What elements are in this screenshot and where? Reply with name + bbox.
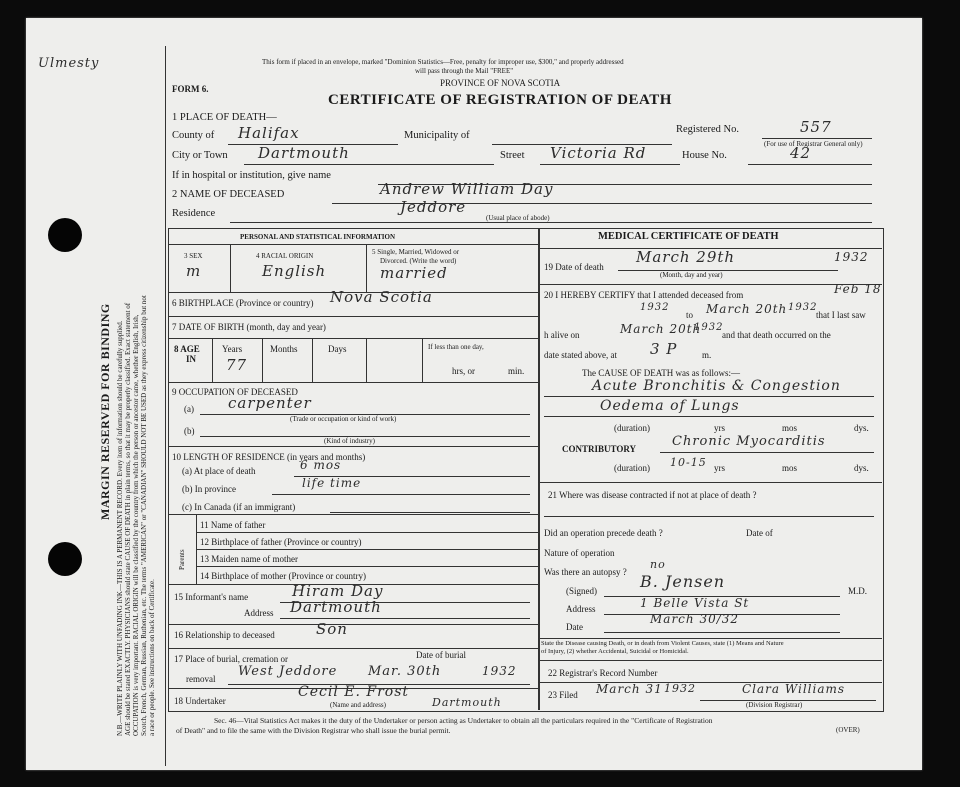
address-label: Address — [244, 608, 274, 618]
over-label: (OVER) — [836, 726, 860, 734]
occupation-value: carpenter — [228, 394, 312, 412]
occ-b-note: (Kind of industry) — [324, 437, 375, 445]
rule — [538, 284, 882, 285]
cause-value-2: Oedema of Lungs — [600, 398, 740, 414]
rule — [604, 632, 840, 633]
relationship-label: 16 Relationship to deceased — [174, 630, 275, 640]
binding-hole — [48, 218, 82, 252]
page-title: CERTIFICATE OF REGISTRATION OF DEATH — [328, 92, 672, 108]
hrs-label: hrs, or — [452, 366, 475, 376]
dys-label: dys. — [854, 423, 869, 433]
contrib-duration-value: 10-15 — [670, 456, 707, 469]
dob-label: 7 DATE OF BIRTH (month, day and year) — [172, 322, 326, 332]
res-b-value: life time — [302, 476, 362, 490]
rule — [538, 638, 882, 639]
marital-label: 5 Single, Married, Widowed or — [372, 248, 460, 256]
rule — [540, 164, 680, 165]
margin-note: Ulmesty — [38, 56, 100, 71]
deceased-name-value: Andrew William Day — [380, 180, 554, 198]
contributory-label: CONTRIBUTORY — [562, 444, 637, 454]
date-sig-label: Date — [566, 622, 583, 632]
rule — [366, 244, 367, 292]
rule — [330, 512, 530, 513]
burial-year-value: 1932 — [482, 664, 517, 678]
rule — [422, 338, 423, 382]
margin-instructions: N.B.—WRITE PLAINLY WITH UNFADING INK—THIS IS A PERMANENT RECORD. Every item of information should be carefully supplied. — [116, 320, 124, 736]
death-date-label: 19 Date of death — [544, 262, 604, 272]
sig-address-label: Address — [566, 604, 596, 614]
contributory-value: Chronic Myocarditis — [672, 434, 826, 449]
mos-label: mos — [782, 423, 798, 433]
year-2-value: 1932 — [788, 302, 818, 313]
racial-label: 4 RACIAL ORIGIN — [256, 252, 314, 260]
signed-label: (Signed) — [566, 586, 597, 596]
rule — [748, 164, 872, 165]
rule — [538, 482, 882, 483]
res-a-value: 6 mos — [300, 458, 342, 472]
address-value: Dartmouth — [290, 598, 382, 616]
house-value: 42 — [790, 144, 812, 162]
burial-date-value: Mar. 30th — [368, 664, 442, 679]
form-number: FORM 6. — [172, 84, 209, 94]
undertaker-label: 18 Undertaker — [174, 696, 226, 706]
year-1-value: 1932 — [640, 302, 670, 313]
occ-b: (b) — [184, 426, 195, 436]
footer-note: of Death" and to file the same with the Division Registrar who shall issue the burial permit. — [176, 726, 451, 735]
age-label: 8 AGE — [174, 344, 200, 354]
less-than-day-label: If less than one day, — [428, 343, 484, 351]
burial-date-label: Date of burial — [416, 650, 466, 660]
occurred-label: and that death occurred on the — [722, 330, 831, 340]
rule — [168, 514, 538, 515]
disease-label: 21 Where was disease contracted if not at place of death ? — [548, 490, 757, 500]
division-registrar-note: (Division Registrar) — [746, 701, 803, 709]
date-sig-value: March 30/32 — [650, 612, 740, 626]
months-label: Months — [270, 344, 298, 354]
rule — [168, 446, 538, 447]
rule — [618, 270, 838, 271]
city-value: Dartmouth — [258, 144, 350, 162]
cause-value-1: Acute Bronchitis & Congestion — [592, 378, 841, 394]
registrar-note: (For use of Registrar General only) — [764, 140, 863, 148]
autopsy-label: Was there an autopsy ? — [544, 567, 627, 577]
undertaker-note: (Name and address) — [330, 701, 386, 709]
registered-label: Registered No. — [676, 124, 739, 135]
rule — [168, 648, 538, 649]
date-of-label: Date of — [746, 528, 773, 538]
street-label: Street — [500, 150, 525, 161]
municipality-label: Municipality of — [404, 130, 470, 141]
res-c: (c) In Canada (if an immigrant) — [182, 502, 296, 512]
footer-note: Sec. 46—Vital Statistics Act makes it the duty of the Undertaker or person acting as Undertaker to obtain all the particulars required in the "Certificate of Registration — [214, 716, 713, 725]
registered-value: 557 — [800, 118, 832, 136]
duration-label: (duration) — [614, 423, 650, 433]
place-label: 1 PLACE OF DEATH— — [172, 112, 277, 123]
rule — [280, 618, 530, 619]
alive-value: March 20th — [620, 322, 702, 336]
sig-address-value: 1 Belle Vista St — [640, 596, 750, 610]
days-label: Days — [328, 344, 347, 354]
rule — [196, 549, 538, 550]
rule — [762, 138, 872, 139]
rule — [544, 416, 874, 417]
father-birth-label: 12 Birthplace of father (Province or country) — [200, 537, 362, 547]
yrs-label: yrs — [714, 463, 725, 473]
yrs-label: yrs — [714, 423, 725, 433]
rule — [168, 338, 538, 339]
min-label: min. — [508, 366, 525, 376]
death-date-note: (Month, day and year) — [660, 271, 723, 279]
years-label: Years — [222, 344, 243, 354]
rule — [230, 222, 872, 223]
duration-label: (duration) — [614, 463, 650, 473]
date-stated-label: date stated above, at — [544, 350, 617, 360]
deceased-name-label: 2 NAME OF DECEASED — [172, 189, 285, 200]
racial-value: English — [262, 262, 327, 280]
to-label: to — [686, 310, 694, 320]
margin-instructions: a race or people. See instructions on back of Certificate. — [148, 579, 156, 736]
informant-value: Hiram Day — [292, 582, 384, 600]
marital-label: Divorced. (Write the word) — [380, 257, 457, 265]
residence-label: Residence — [172, 208, 216, 219]
violent-note: of Injury, (2) whether Accidental, Suicidal or Homicidal. — [541, 648, 689, 655]
filed-label: 23 Filed — [548, 690, 578, 700]
medical-section-title: MEDICAL CERTIFICATE OF DEATH — [598, 231, 779, 242]
father-name-label: 11 Name of father — [200, 520, 266, 530]
years-value: 77 — [226, 356, 248, 374]
sex-value: m — [186, 262, 202, 280]
res-b: (b) In province — [182, 484, 236, 494]
birthplace-label: 6 BIRTHPLACE (Province or country) — [172, 298, 314, 308]
md-label: M.D. — [848, 586, 868, 596]
alive-label: h alive on — [544, 330, 580, 340]
rule — [196, 532, 538, 533]
record-number-label: 22 Registrar's Record Number — [548, 668, 658, 678]
residence-length-label: 10 LENGTH OF RESIDENCE (in years and months) — [172, 452, 366, 462]
undertaker-value: Cecil E. Frost — [298, 684, 410, 700]
physician-signature: B. Jensen — [640, 572, 726, 591]
dys-label: dys. — [854, 463, 869, 473]
occupation-label: 9 OCCUPATION OF DECEASED — [172, 387, 298, 397]
sex-label: 3 SEX — [184, 252, 203, 260]
mos-label: mos — [782, 463, 798, 473]
rule — [168, 244, 538, 245]
nature-label: Nature of operation — [544, 548, 615, 558]
rule — [168, 624, 538, 625]
margin-instructions: AGE should be stated EXACTLY. PHYSICIANS should state CAUSE OF DEATH in plain terms, so that it may be properly classified. Exact statement of — [124, 302, 132, 736]
rule — [660, 452, 874, 453]
certify-from-value: Feb 18 — [834, 282, 882, 296]
certify-label: 20 I HEREBY CERTIFY that I attended deceased from — [544, 290, 744, 300]
rule — [538, 660, 882, 661]
hospital-label: If in hospital or institution, give name — [172, 170, 331, 181]
rule — [168, 382, 538, 383]
rule — [212, 338, 213, 382]
age-label: IN — [186, 354, 197, 364]
mother-name-label: 13 Maiden name of mother — [200, 554, 298, 564]
to-value: March 20th — [706, 302, 788, 316]
rule — [196, 566, 538, 567]
death-year-value: 1932 — [834, 250, 869, 264]
city-label: City or Town — [172, 150, 228, 161]
registrar-signature: Clara Williams — [742, 682, 846, 696]
county-label: County of — [172, 130, 215, 141]
rule — [544, 396, 874, 397]
violent-note: State the Disease causing Death, or in death from Violent Causes, state (1) Means and Nature — [541, 640, 784, 647]
last-saw-label: that I last saw — [816, 310, 866, 320]
street-value: Victoria Rd — [550, 144, 647, 162]
rule — [312, 338, 313, 382]
binding-title: MARGIN RESERVED FOR BINDING — [98, 303, 112, 520]
rule — [262, 338, 263, 382]
cause-label: The CAUSE OF DEATH was as follows:— — [582, 368, 740, 378]
filed-year-value: 1932 — [664, 682, 696, 695]
birthplace-value: Nova Scotia — [330, 288, 433, 306]
rule — [366, 338, 367, 382]
rule — [168, 316, 538, 317]
margin-rule — [165, 46, 166, 766]
occ-a: (a) — [184, 404, 194, 414]
rule — [544, 516, 874, 517]
operation-label: Did an operation precede death ? — [544, 528, 663, 538]
filed-value: March 31 — [596, 682, 663, 696]
removal-label: removal — [186, 674, 216, 684]
mother-birth-label: 14 Birthplace of mother (Province or country) — [200, 571, 366, 581]
removal-value: West Jeddore — [238, 664, 338, 679]
death-date-value: March 29th — [636, 248, 736, 266]
undertaker-address: Dartmouth — [432, 696, 502, 709]
mail-notice: will pass through the Mail "FREE" — [415, 67, 514, 75]
parents-label: Parents — [178, 549, 186, 570]
marital-value: married — [380, 264, 448, 282]
margin-instructions: Scotch, French, German, Russian, Ruthenian, etc. The terms "AMERICAN" or "CANADIAN" SHOULD NOT BE USED as they express citizenship but not — [140, 295, 148, 736]
burial-label: 17 Place of burial, cremation or — [174, 654, 288, 664]
occ-a-note: (Trade or occupation or kind of work) — [290, 415, 397, 423]
house-label: House No. — [682, 150, 727, 161]
rule — [244, 164, 494, 165]
personal-section-title: PERSONAL AND STATISTICAL INFORMATION — [240, 233, 396, 241]
mail-notice: This form if placed in an envelope, marked "Dominion Statistics—Free, penalty for improper use, $300," and properly addressed — [262, 58, 624, 66]
relationship-value: Son — [316, 620, 348, 638]
autopsy-value: no — [650, 558, 666, 571]
informant-label: 15 Informant's name — [174, 592, 249, 602]
residence-value: Jeddore — [400, 198, 467, 216]
province: PROVINCE OF NOVA SCOTIA — [440, 78, 561, 88]
rule — [272, 494, 530, 495]
m-label: m. — [702, 350, 712, 360]
alive-year-value: 1932 — [694, 322, 724, 333]
margin-instructions: OCCUPATION is very important. RACIAL ORIGIN will be classified by the country from which the person or ancestor came, whether English, Irish, — [132, 314, 140, 736]
county-value: Halifax — [238, 124, 300, 142]
residence-note: (Usual place of abode) — [486, 214, 550, 222]
rule — [230, 244, 231, 292]
time-value: 3 P — [650, 340, 678, 358]
binding-hole — [48, 542, 82, 576]
res-a: (a) At place of death — [182, 466, 256, 476]
